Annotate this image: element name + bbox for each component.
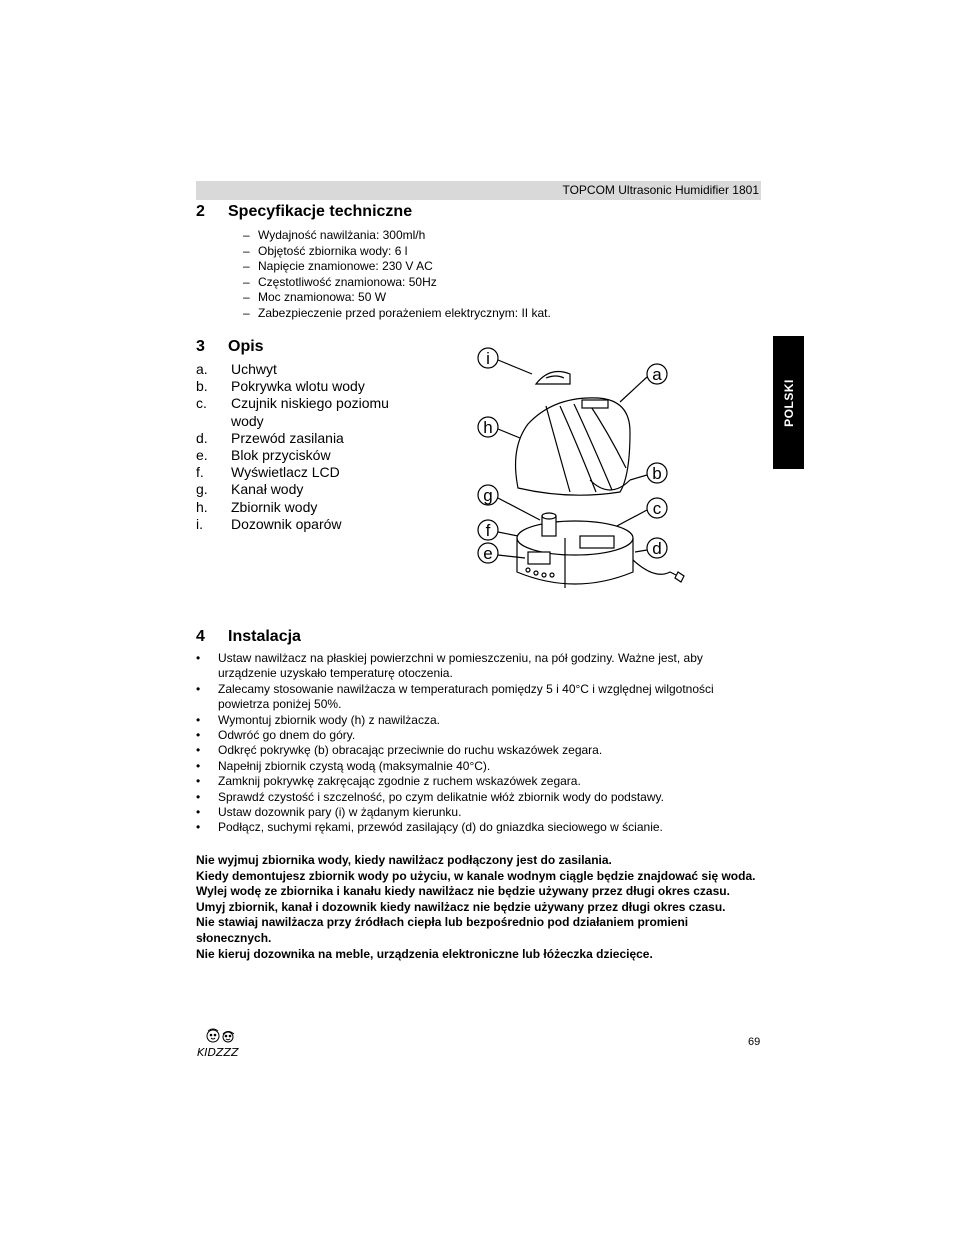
svg-text:e: e <box>483 544 493 563</box>
label-d <box>647 538 667 558</box>
label-e <box>478 543 498 563</box>
parts-list-item: c. Czujnik niskiego poziomu wody <box>196 395 389 429</box>
language-tab-label: POLSKI <box>781 378 796 427</box>
parts-list-item: i. Dozownik oparów <box>196 515 342 532</box>
language-tab <box>773 336 804 469</box>
svg-text:KIDZZZ: KIDZZZ <box>197 1046 239 1059</box>
installation-step: • Podłącz, suchymi rękami, przewód zasilający (d) do gniazdka sieciowego w ścianie. <box>196 820 663 835</box>
section-3-heading <box>196 338 264 356</box>
spec-list <box>243 228 551 321</box>
spec-item: – Zabezpieczenie przed porażeniem elektrycznym: II kat. <box>243 305 551 320</box>
warning-line: Wylej wodę ze zbiornika i kanału kiedy nawilżacz nie będzie używany przez długi okres czasu. <box>196 884 730 899</box>
warning-line: Umyj zbiornik, kanał i dozownik kiedy nawilżacz nie będzie używany przez długi okres czasu. <box>196 899 726 914</box>
svg-text:h: h <box>483 418 493 437</box>
svg-text:c: c <box>652 499 662 518</box>
section-4-number: 4 <box>196 628 205 645</box>
installation-step: • Ustaw dozownik pary (i) w żądanym kierunku. <box>196 805 462 820</box>
section-2-heading <box>196 203 412 221</box>
kidzzz-logo <box>196 1028 248 1060</box>
page-number: 69 <box>748 1036 761 1048</box>
spec-item: – Częstotliwość znamionowa: 50Hz <box>243 274 437 289</box>
svg-text:d: d <box>652 539 662 558</box>
warning-line: Kiedy demontujesz zbiornik wody po użyciu, w kanale wodnym ciągle będzie znajdować się woda. <box>196 868 756 883</box>
svg-text:b: b <box>652 464 662 483</box>
label-f <box>478 520 498 540</box>
parts-list-item: g. Kanał wody <box>196 481 304 498</box>
section-3-number: 3 <box>196 338 205 355</box>
water-tank-illustration <box>516 398 630 495</box>
parts-list-item: b. Pokrywka wlotu wody <box>196 378 365 395</box>
label-h <box>478 417 498 437</box>
spec-item: – Moc znamionowa: 50 W <box>243 290 387 304</box>
label-a <box>647 364 667 384</box>
label-g <box>478 485 498 505</box>
spec-item: – Objętość zbiornika wody: 6 l <box>243 243 408 258</box>
installation-step: • Wymontuj zbiornik wody (h) z nawilżacza. <box>196 712 440 727</box>
parts-list-item: h. Zbiornik wody <box>196 498 318 515</box>
header-bar <box>196 181 761 200</box>
section-4-title: Instalacja <box>228 628 301 645</box>
spec-item: – Wydajność nawilżania: 300ml/h <box>243 228 426 242</box>
installation-list <box>196 651 761 836</box>
installation-step: • Odwróć go dnem do góry. <box>196 728 356 743</box>
svg-text:f: f <box>485 521 491 540</box>
parts-list <box>196 361 401 533</box>
spec-item: – Napięcie znamionowe: 230 V AC <box>243 259 433 273</box>
warning-line: Nie wyjmuj zbiornika wody, kiedy nawilżacz podłączony jest do zasilania. <box>196 853 612 867</box>
warning-line: Nie stawiaj nawilżacza przy źródłach ciepła lub bezpośrednio pod działaniem promieni słonecznych. <box>196 915 689 945</box>
section-3-title: Opis <box>228 338 264 355</box>
label-c <box>647 498 667 518</box>
warnings-block <box>196 853 761 962</box>
section-4-heading <box>196 628 301 646</box>
installation-step: • Sprawdź czystość i szczelność, po czym delikatnie włóż zbiornik wody do podstawy. <box>196 789 664 804</box>
header-title: TOPCOM Ultrasonic Humidifier 1801 <box>562 183 759 197</box>
svg-text:a: a <box>652 365 662 384</box>
section-2-title: Specyfikacje techniczne <box>228 203 413 220</box>
installation-step: • Odkręć pokrywkę (b) obracając przeciwnie do ruchu wskazówek zegara. <box>196 743 603 758</box>
svg-text:g: g <box>483 486 493 505</box>
parts-list-item: e. Blok przycisków <box>196 447 331 464</box>
installation-step: • Ustaw nawilżacz na płaskiej powierzchni w pomieszczeniu, na pół godziny. Ważne jest, aby urządzenie uzyskało temperaturę otoczenia. <box>196 651 703 681</box>
svg-text:i: i <box>486 349 490 368</box>
parts-list-item: d. Przewód zasilania <box>196 429 344 446</box>
vapour-outlet-illustration <box>536 372 570 384</box>
label-b <box>647 463 667 483</box>
parts-list-item: f. Wyświetlacz LCD <box>196 464 340 481</box>
humidifier-diagram <box>470 340 700 600</box>
section-2-number: 2 <box>196 203 205 220</box>
installation-step: • Zamknij pokrywkę zakręcając zgodnie z ruchem wskazówek zegara. <box>196 774 581 789</box>
installation-step: • Zalecamy stosowanie nawilżacza w temperaturach pomiędzy 5 i 40°C i względnej wilgotności powietrza poniżej 50%. <box>196 681 714 712</box>
installation-step: • Napełnij zbiornik czystą wodą (maksymalnie 40°C). <box>196 758 491 773</box>
warning-line: Nie kieruj dozownika na meble, urządzenia elektroniczne lub łóżeczka dziecięce. <box>196 946 653 961</box>
label-i <box>478 348 498 368</box>
parts-list-item: a. Uchwyt <box>196 361 277 377</box>
